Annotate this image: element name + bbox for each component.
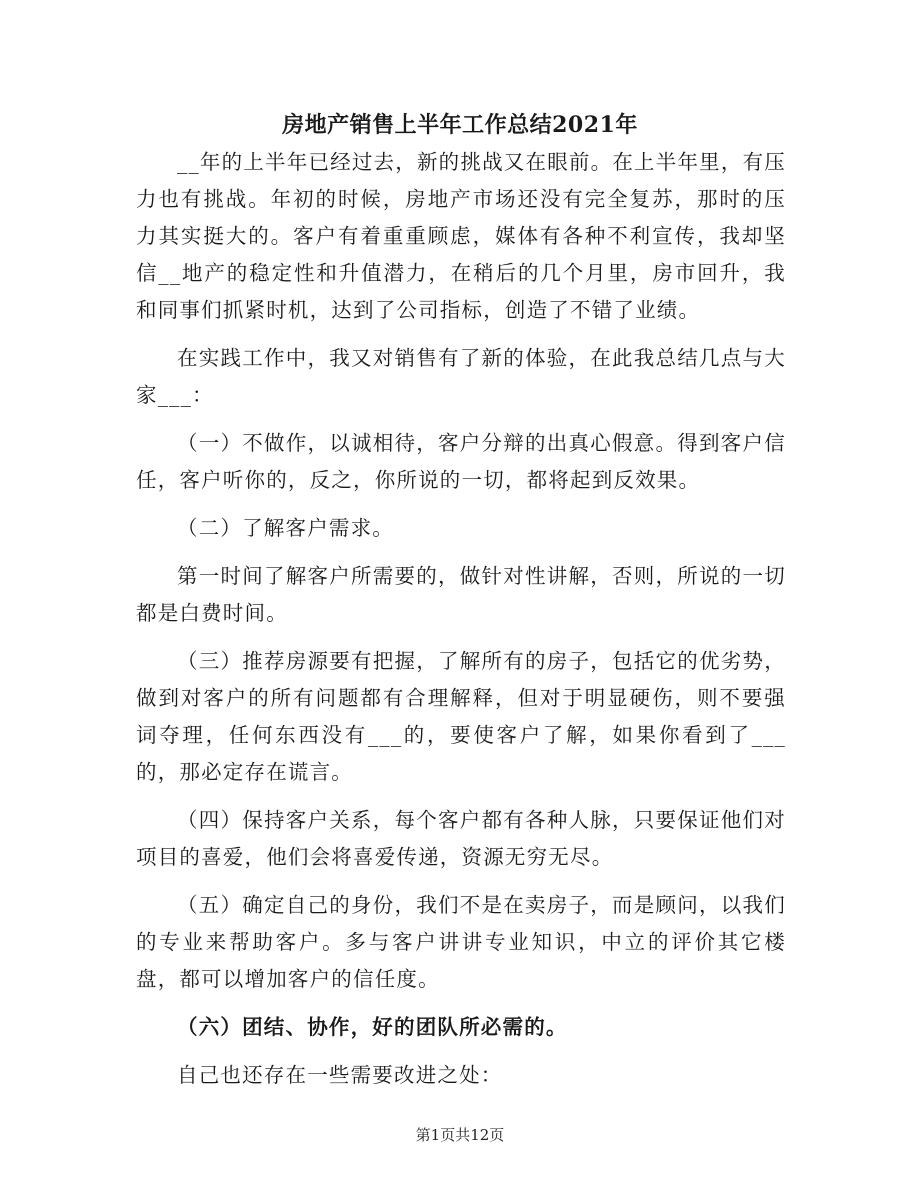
paragraph-point-2-detail: 第一时间了解客户所需要的，做针对性讲解，否则，所说的一切都是白费时间。	[136, 564, 786, 625]
paragraph-point-4: （四）保持客户关系，每个客户都有各种人脉，只要保证他们对项目的喜爱，他们会将喜爱传递，资源无穷无尽。	[136, 808, 786, 869]
document-body	[136, 144, 786, 1105]
paragraph-experience: 在实践工作中，我又对销售有了新的体验，在此我总结几点与大家___：	[136, 346, 786, 407]
page-title: 房地产销售上半年工作总结2021年	[282, 112, 638, 138]
paragraph-point-6: （六）团结、协作，好的团队所必需的。	[177, 1015, 568, 1039]
paragraph-point-3: （三）推荐房源要有把握，了解所有的房子，包括它的优劣势，做到对客户的所有问题都有合理解释，但对于明显硬伤，则不要强词夺理，任何东西没有___的，要使客户了解，如果你看到了___的，那必定存在谎言。	[136, 649, 786, 784]
paragraph-point-1: （一）不做作，以诚相待，客户分辩的出真心假意。得到客户信任，客户听你的，反之，你所说的一切，都将起到反效果。	[136, 431, 786, 492]
paragraph-improvement: 自己也还存在一些需要改进之处：	[177, 1063, 503, 1087]
paragraph-point-2: （二）了解客户需求。	[177, 516, 394, 540]
paragraph-intro: __年的上半年已经过去，新的挑战又在眼前。在上半年里，有压力也有挑战。年初的时候，房地产市场还没有完全复苏，那时的压力其实挺大的。客户有着重重顾虑，媒体有各种不利宣传，我却坚信__地产的稳定性和升值潜力，在稍后的几个月里，房市回升，我和同事们抓紧时机，达到了公司指标，创造了不错了业绩。	[136, 150, 786, 322]
paragraph-point-5: （五）确定自己的身份，我们不是在卖房子，而是顾问，以我们的专业来帮助客户。多与客户讲讲专业知识，中立的评价其它楼盘，都可以增加客户的信任度。	[136, 893, 786, 991]
page-number: 第1页共12页	[415, 1126, 505, 1144]
